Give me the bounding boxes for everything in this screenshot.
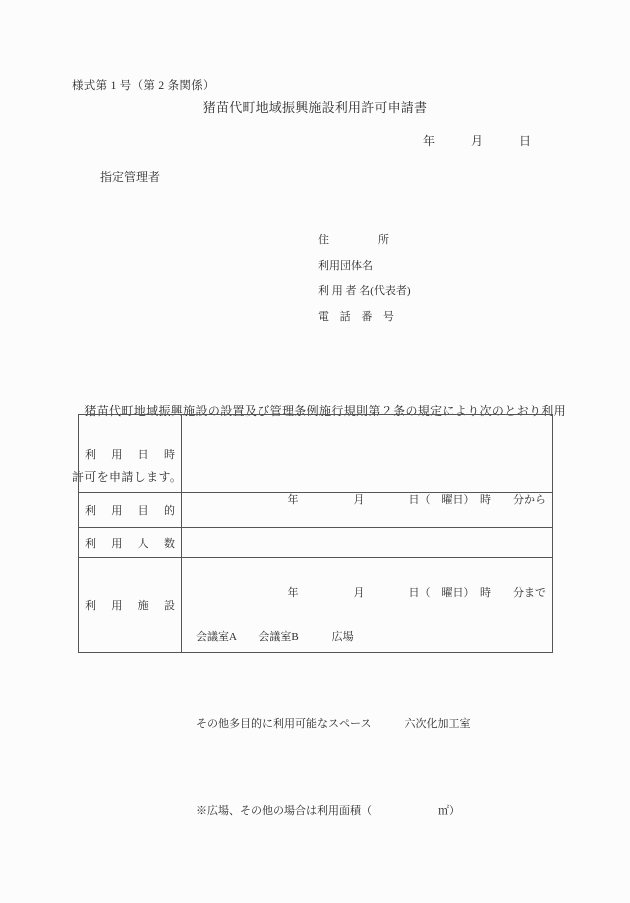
usage-datetime-from-line: 年 月 日（ 曜日） 時 分から — [287, 494, 546, 506]
address-label: 住 所 — [318, 234, 389, 246]
usage-table — [78, 414, 553, 817]
facility-options-line-1: 会議室A 会議室B 広場 — [196, 631, 354, 643]
usage-people-label: 利 用 人 数 — [85, 537, 175, 550]
phone-number-label: 電 話 番 号 — [318, 310, 394, 323]
declaration-line-2: 許可を申請します。 — [72, 470, 183, 484]
table-row-usage-people — [79, 527, 552, 557]
usage-datetime-label-cell — [79, 415, 182, 492]
table-row-usage-facility — [79, 557, 552, 817]
usage-purpose-label: 利 用 目 的 — [85, 505, 175, 517]
organization-name-label: 利用団体名 — [318, 259, 373, 272]
designated-manager-label: 指定管理者 — [100, 170, 161, 184]
usage-facility-value-cell — [182, 558, 552, 817]
usage-facility-label: 利 用 施 設 — [85, 600, 175, 612]
form-number: 様式第 1 号（第 2 条関係） — [72, 80, 215, 92]
usage-purpose-value-cell — [182, 493, 552, 527]
usage-people-label-cell — [79, 528, 182, 557]
document-title: 猪苗代町地域振興施設利用許可申請書 — [202, 100, 428, 115]
applicant-info-block — [318, 228, 411, 330]
date-line: 年 月 日 — [422, 134, 531, 148]
usage-datetime-to-line: 年 月 日（ 曜日） 時 分まで — [287, 587, 546, 599]
facility-area-note-line: ※広場、その他の場合は利用面積（ ㎡） — [196, 805, 460, 817]
representative-name-label: 利 用 者 名(代表者) — [318, 285, 411, 297]
usage-datetime-label: 利 用 日 時 — [85, 448, 175, 461]
table-row-usage-purpose — [79, 492, 552, 527]
usage-facility-label-cell — [79, 558, 182, 652]
usage-people-value-cell — [182, 528, 552, 557]
declaration-line-1: 猪苗代町地域振興施設の設置及び管理条例施行規則第２条の規定により次のとおり利用 — [72, 404, 567, 418]
usage-purpose-label-cell — [79, 493, 182, 527]
facility-options-line-2: その他多目的に利用可能なスペース 六次化加工室 — [196, 718, 471, 730]
usage-datetime-value-cell — [182, 415, 552, 599]
